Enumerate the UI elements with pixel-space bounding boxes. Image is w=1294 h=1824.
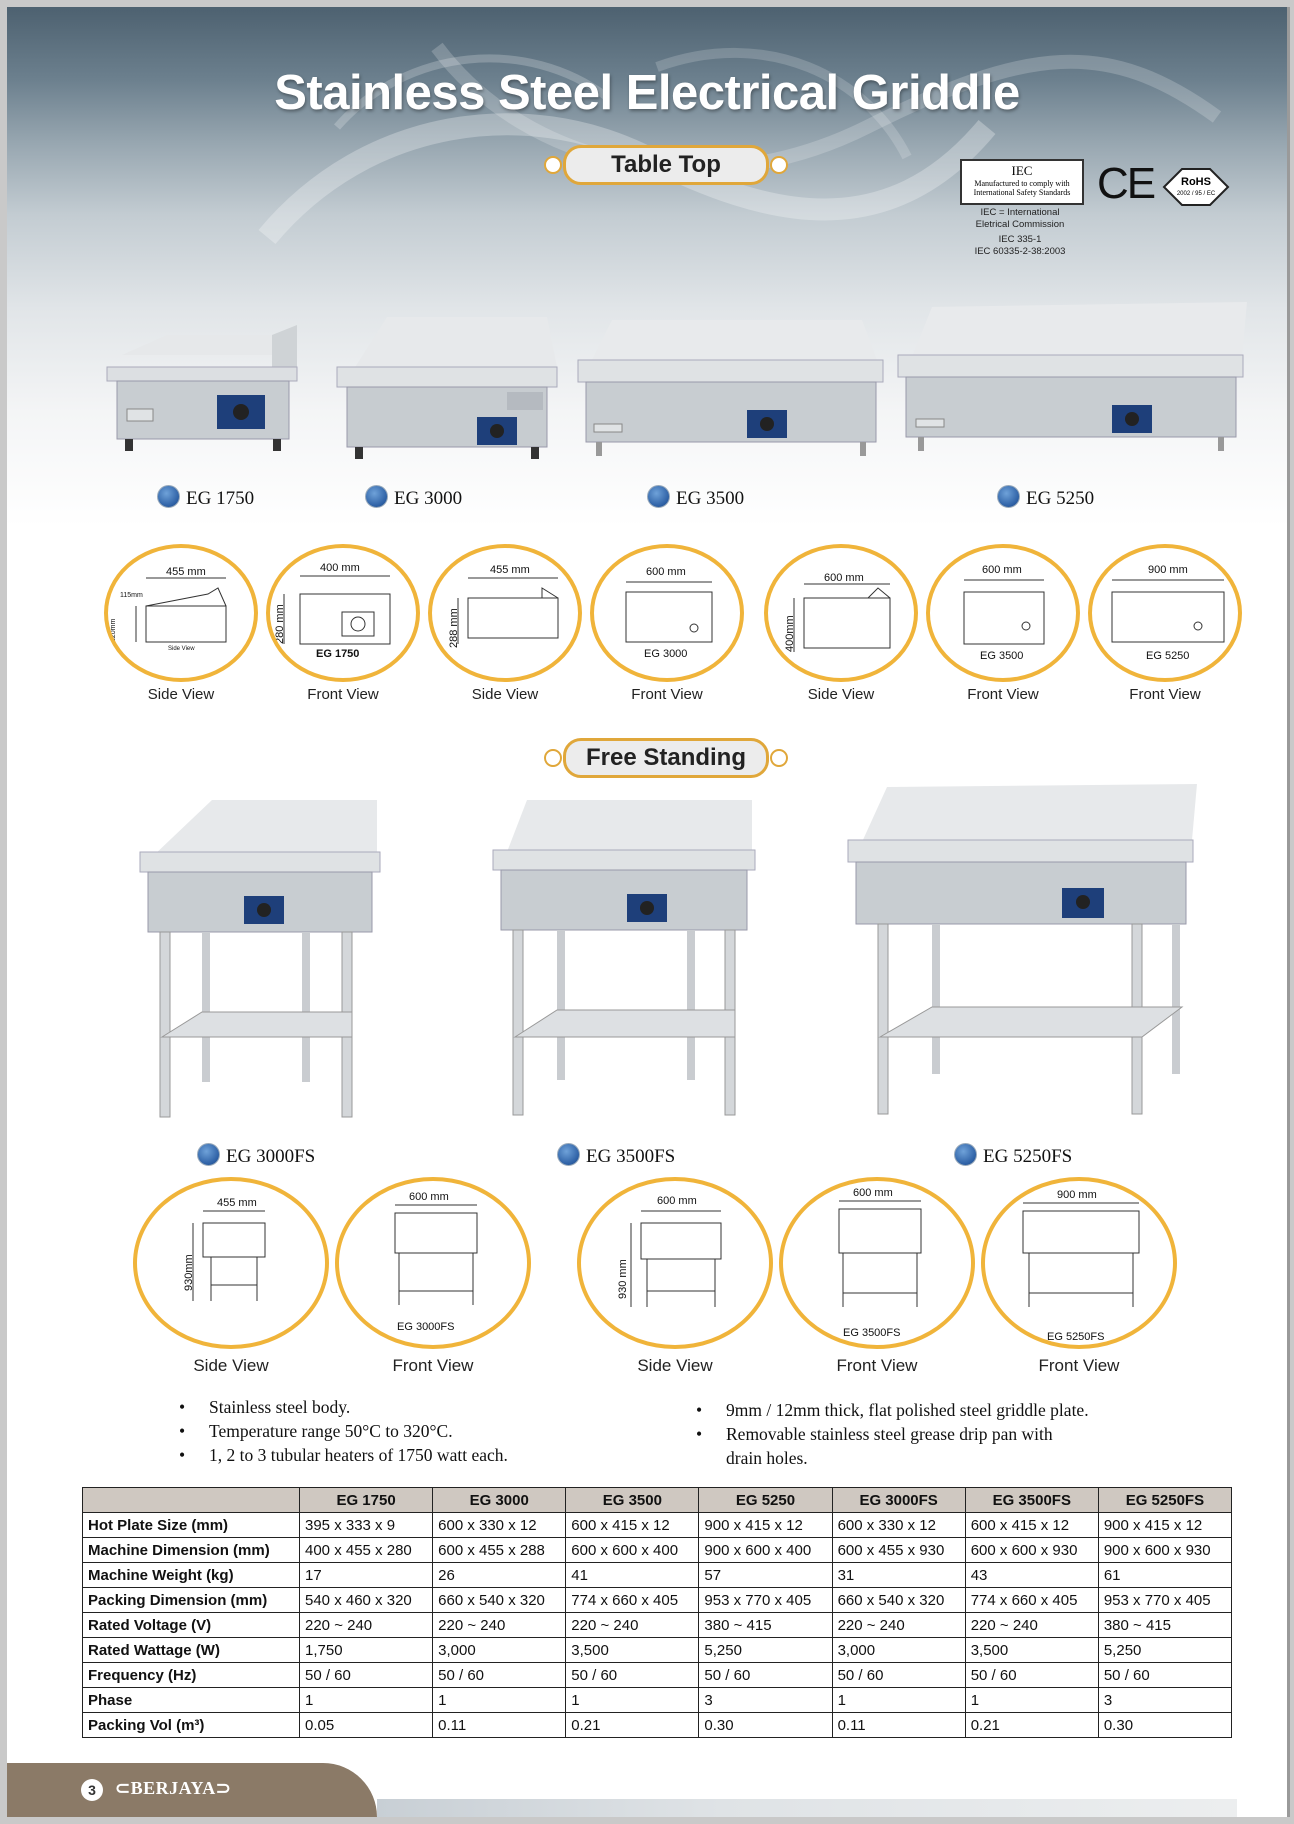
- table-cell: 1: [566, 1688, 699, 1713]
- table-cell: 0.21: [965, 1713, 1098, 1738]
- table-cell: 600 x 415 x 12: [965, 1513, 1098, 1538]
- diagram-caption: EG 3000: [644, 648, 688, 660]
- height-label: 288 mm: [448, 608, 460, 648]
- table-cell: 220 ~ 240: [965, 1613, 1098, 1638]
- table-cell: 0.11: [832, 1713, 965, 1738]
- iec-title: IEC: [1011, 163, 1033, 178]
- page-title: Stainless Steel Electrical Griddle: [274, 66, 1020, 120]
- width-label: 600 mm: [657, 1195, 697, 1207]
- width-label: 600 mm: [409, 1191, 449, 1203]
- table-cell: 380 ~ 415: [699, 1613, 832, 1638]
- table-cell: 400 x 455 x 280: [300, 1538, 433, 1563]
- table-row: [83, 1613, 1232, 1638]
- iec-notes: [955, 207, 1085, 258]
- model-label: [365, 485, 462, 510]
- view-label: Front View: [967, 686, 1039, 703]
- table-cell: 3,500: [965, 1638, 1098, 1663]
- row-header: Phase: [83, 1688, 300, 1713]
- diagram-caption: EG 3000FS: [397, 1321, 455, 1333]
- product-image-eg5250fs: [842, 782, 1202, 1137]
- model-name: EG 3000: [394, 488, 463, 509]
- footer-strip: [377, 1799, 1237, 1817]
- view-label: Side View: [471, 686, 539, 703]
- table-cell: 1: [832, 1688, 965, 1713]
- table-cell: 220 ~ 240: [433, 1613, 566, 1638]
- feature-item: • Stainless steel body.: [179, 1395, 508, 1419]
- width-label: 900 mm: [1057, 1189, 1097, 1201]
- dimension-diagram-side: [577, 1177, 773, 1349]
- section-label: Table Top: [611, 151, 721, 178]
- height-label: 400mm: [784, 615, 796, 652]
- product-image-eg3000: [327, 307, 567, 477]
- iec-note: IEC 60335-2-38:2003: [974, 246, 1066, 257]
- brand-badge-icon: [365, 485, 388, 508]
- iec-note: IEC 335-1: [998, 234, 1042, 245]
- table-cell: 1: [300, 1688, 433, 1713]
- table-cell: 600 x 455 x 930: [832, 1538, 965, 1563]
- dimension-diagram-front: [590, 544, 744, 682]
- column-header: EG 3500: [566, 1488, 699, 1513]
- model-label: [557, 1143, 675, 1168]
- width-label: 600 mm: [646, 566, 686, 578]
- table-cell: 600 x 330 x 12: [433, 1513, 566, 1538]
- table-cell: 50 / 60: [1098, 1663, 1231, 1688]
- height-label: 280 mm: [274, 604, 286, 644]
- diagram-caption: EG 5250: [1146, 650, 1190, 662]
- height-label: 120mm: [110, 618, 117, 642]
- table-cell: 3: [699, 1688, 832, 1713]
- iec-subtitle: Manufactured to comply with International Safety Standards: [973, 179, 1071, 197]
- page-number: 3: [81, 1779, 103, 1801]
- table-cell: 540 x 460 x 320: [300, 1588, 433, 1613]
- width-label: 600 mm: [982, 564, 1022, 576]
- table-cell: 900 x 600 x 930: [1098, 1538, 1231, 1563]
- view-label: Front View: [1129, 686, 1201, 703]
- view-label: Side View: [637, 1356, 713, 1375]
- specification-table: [82, 1487, 1232, 1738]
- model-label: [997, 485, 1094, 510]
- height-label: 930 mm: [617, 1259, 629, 1299]
- column-header: EG 3500FS: [965, 1488, 1098, 1513]
- feature-item: • Temperature range 50°C to 320°C.: [179, 1419, 508, 1443]
- table-cell: 50 / 60: [433, 1663, 566, 1688]
- column-header: EG 3000: [433, 1488, 566, 1513]
- width-label: 600 mm: [824, 572, 864, 584]
- table-cell: 220 ~ 240: [300, 1613, 433, 1638]
- table-cell: 43: [965, 1563, 1098, 1588]
- table-cell: 220 ~ 240: [832, 1613, 965, 1638]
- table-cell: 900 x 415 x 12: [699, 1513, 832, 1538]
- table-cell: 600 x 600 x 930: [965, 1538, 1098, 1563]
- model-label: [647, 485, 744, 510]
- view-label: Side View: [193, 1356, 269, 1375]
- width-label: 600 mm: [853, 1187, 893, 1199]
- page-footer: [7, 1763, 1287, 1817]
- section-label: Free Standing: [585, 744, 747, 771]
- rohs-badge: [1162, 167, 1230, 207]
- pill-ornament-left: [544, 156, 562, 174]
- table-cell: 380 ~ 415: [1098, 1613, 1231, 1638]
- table-cell: 660 x 540 x 320: [832, 1588, 965, 1613]
- row-header: Hot Plate Size (mm): [83, 1513, 300, 1538]
- brand-badge-icon: [557, 1143, 580, 1166]
- diagram-caption: EG 5250FS: [1047, 1331, 1105, 1343]
- table-cell: 0.30: [699, 1713, 832, 1738]
- table-header-row: [83, 1488, 1232, 1513]
- table-cell: 900 x 415 x 12: [1098, 1513, 1231, 1538]
- width-label: 400 mm: [320, 562, 360, 574]
- table-cell: 1: [433, 1688, 566, 1713]
- section-pill-table-top: [563, 145, 769, 185]
- brand-badge-icon: [647, 485, 670, 508]
- model-label: [157, 485, 254, 510]
- table-body: [83, 1513, 1232, 1738]
- table-cell: 0.21: [566, 1713, 699, 1738]
- feature-item: • 1, 2 to 3 tubular heaters of 1750 watt each.: [179, 1443, 508, 1467]
- table-cell: 0.05: [300, 1713, 433, 1738]
- model-name: EG 3000FS: [226, 1146, 316, 1167]
- table-cell: 660 x 540 x 320: [433, 1588, 566, 1613]
- dimension-diagram-front: [981, 1177, 1177, 1349]
- view-label: Front View: [307, 686, 379, 703]
- table-cell: 50 / 60: [566, 1663, 699, 1688]
- table-cell: 31: [832, 1563, 965, 1588]
- diagram-caption: Side View: [168, 646, 195, 652]
- table-cell: 3,000: [832, 1638, 965, 1663]
- model-name: EG 5250FS: [983, 1146, 1073, 1167]
- table-row: [83, 1663, 1232, 1688]
- table-row: [83, 1688, 1232, 1713]
- table-cell: 220 ~ 240: [566, 1613, 699, 1638]
- table-cell: 3: [1098, 1688, 1231, 1713]
- row-header: Machine Dimension (mm): [83, 1538, 300, 1563]
- table-cell: 50 / 60: [832, 1663, 965, 1688]
- pill-ornament-right: [770, 156, 788, 174]
- row-header: Rated Wattage (W): [83, 1638, 300, 1663]
- table-cell: 600 x 455 x 288: [433, 1538, 566, 1563]
- diagram-caption: EG 3500: [980, 650, 1024, 662]
- view-label: Front View: [392, 1356, 474, 1375]
- product-image-eg5250: [892, 297, 1252, 467]
- table-cell: 61: [1098, 1563, 1231, 1588]
- row-header: Packing Vol (m³): [83, 1713, 300, 1738]
- rohs-subtitle: 2002 / 95 / EC: [1176, 191, 1216, 197]
- model-name: EG 5250: [1026, 488, 1095, 509]
- table-cell: 3,000: [433, 1638, 566, 1663]
- rohs-title: RoHS: [1181, 176, 1211, 188]
- row-header: Machine Weight (kg): [83, 1563, 300, 1588]
- dimension-diagram-front: [1088, 544, 1242, 682]
- table-row: [83, 1588, 1232, 1613]
- row-header: Rated Voltage (V): [83, 1613, 300, 1638]
- dimension-diagram-side: [104, 544, 258, 682]
- feature-item: • Removable stainless steel grease drip pan with: [696, 1422, 1089, 1446]
- brand-logo: ⊂BERJAYA⊃: [115, 1778, 232, 1798]
- iec-badge: [960, 159, 1084, 205]
- column-header: EG 5250FS: [1098, 1488, 1231, 1513]
- section-pill-free-standing: [563, 738, 769, 778]
- model-name: EG 3500FS: [586, 1146, 676, 1167]
- diagram-caption: EG 1750: [316, 648, 360, 660]
- table-row: [83, 1713, 1232, 1738]
- view-label: Side View: [807, 686, 875, 703]
- product-image-eg1750: [97, 297, 307, 467]
- table-cell: 50 / 60: [699, 1663, 832, 1688]
- width-label: 455 mm: [490, 564, 530, 576]
- product-image-eg3000fs: [132, 792, 382, 1132]
- dimension-diagram-front: [926, 544, 1080, 682]
- height-label: 930mm: [183, 1254, 195, 1291]
- table-cell: 50 / 60: [300, 1663, 433, 1688]
- width-label: 900 mm: [1148, 564, 1188, 576]
- table-cell: 17: [300, 1563, 433, 1588]
- model-name: EG 1750: [186, 488, 255, 509]
- model-label: [954, 1143, 1072, 1168]
- iec-note: IEC = International: [980, 207, 1060, 218]
- diagram-caption: EG 3500FS: [843, 1327, 901, 1339]
- brochure-page: [7, 7, 1290, 1817]
- column-header: EG 1750: [300, 1488, 433, 1513]
- table-cell: 395 x 333 x 9: [300, 1513, 433, 1538]
- height-label: 115mm: [120, 592, 143, 599]
- table-cell: 1,750: [300, 1638, 433, 1663]
- width-label: 455 mm: [217, 1197, 257, 1209]
- product-image-eg3500: [572, 312, 892, 472]
- table-cell: 953 x 770 x 405: [699, 1588, 832, 1613]
- product-image-eg3500fs: [487, 792, 757, 1132]
- feature-item: • 9mm / 12mm thick, flat polished steel griddle plate.: [696, 1398, 1089, 1422]
- view-label: Front View: [836, 1356, 918, 1375]
- dimension-diagram-front: [335, 1177, 531, 1349]
- table-row: [83, 1563, 1232, 1588]
- table-row: [83, 1638, 1232, 1663]
- table-cell: 41: [566, 1563, 699, 1588]
- table-cell: 0.30: [1098, 1713, 1231, 1738]
- table-corner-cell: [83, 1488, 300, 1513]
- dimension-diagram-front: [266, 544, 420, 682]
- column-header: EG 5250: [699, 1488, 832, 1513]
- row-header: Frequency (Hz): [83, 1663, 300, 1688]
- view-label: Side View: [147, 686, 215, 703]
- brand-badge-icon: [197, 1143, 220, 1166]
- table-cell: 0.11: [433, 1713, 566, 1738]
- table-cell: 774 x 660 x 405: [965, 1588, 1098, 1613]
- dimension-diagram-side: [133, 1177, 329, 1349]
- model-name: EG 3500: [676, 488, 745, 509]
- table-cell: 3,500: [566, 1638, 699, 1663]
- pill-ornament-left: [544, 749, 562, 767]
- table-row: [83, 1538, 1232, 1563]
- table-cell: 57: [699, 1563, 832, 1588]
- width-label: 455 mm: [166, 566, 206, 578]
- table-cell: 50 / 60: [965, 1663, 1098, 1688]
- brand-badge-icon: [954, 1143, 977, 1166]
- ce-mark: CE: [1097, 159, 1155, 208]
- row-header: Packing Dimension (mm): [83, 1588, 300, 1613]
- table-cell: 953 x 770 x 405: [1098, 1588, 1231, 1613]
- table-cell: 600 x 330 x 12: [832, 1513, 965, 1538]
- column-header: EG 3000FS: [832, 1488, 965, 1513]
- brand-badge-icon: [997, 485, 1020, 508]
- table-cell: 1: [965, 1688, 1098, 1713]
- table-cell: 900 x 600 x 400: [699, 1538, 832, 1563]
- dimension-diagram-side: [764, 544, 918, 682]
- feature-item-continued: drain holes.: [726, 1448, 808, 1468]
- features-list-right: [696, 1398, 1089, 1470]
- model-label: [197, 1143, 315, 1168]
- table-cell: 600 x 415 x 12: [566, 1513, 699, 1538]
- view-label: Front View: [1038, 1356, 1120, 1375]
- dimension-diagram-side: [428, 544, 582, 682]
- pill-ornament-right: [770, 749, 788, 767]
- table-row: [83, 1513, 1232, 1538]
- features-list-left: [179, 1395, 508, 1467]
- table-cell: 600 x 600 x 400: [566, 1538, 699, 1563]
- table-cell: 5,250: [1098, 1638, 1231, 1663]
- table-cell: 5,250: [699, 1638, 832, 1663]
- brand-badge-icon: [157, 485, 180, 508]
- dimension-diagram-front: [779, 1177, 975, 1349]
- iec-note: Eletrical Commission: [975, 219, 1065, 230]
- table-cell: 774 x 660 x 405: [566, 1588, 699, 1613]
- view-label: Front View: [631, 686, 703, 703]
- table-cell: 26: [433, 1563, 566, 1588]
